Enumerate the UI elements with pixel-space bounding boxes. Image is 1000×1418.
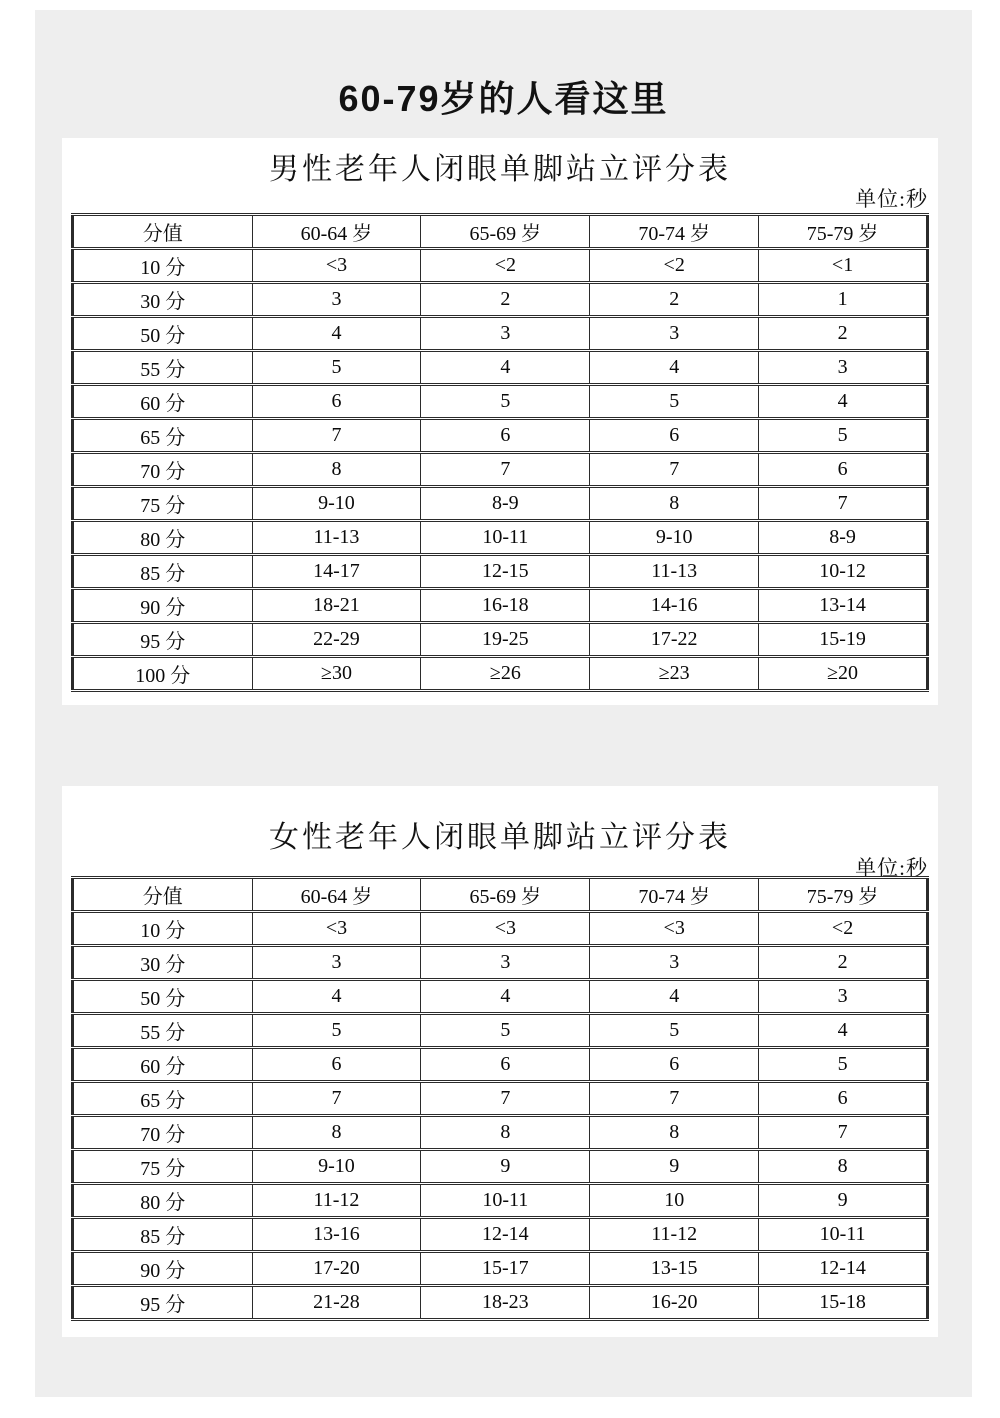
female-table-title: 女性老年人闭眼单脚站立评分表 xyxy=(269,821,731,854)
score-label: 85 分 xyxy=(73,555,253,589)
table-row xyxy=(73,980,928,1014)
col-header: 75-79 岁 xyxy=(759,215,928,249)
table-row xyxy=(73,1014,928,1048)
col-header: 60-64 岁 xyxy=(252,215,421,249)
col-header: 75-79 岁 xyxy=(759,878,928,912)
value-cell: 6 xyxy=(421,419,590,453)
value-cell: <1 xyxy=(759,249,928,283)
female-score-table xyxy=(71,876,929,1321)
score-label: 55 分 xyxy=(73,351,253,385)
value-cell: 22-29 xyxy=(252,623,421,657)
value-cell: 6 xyxy=(590,419,759,453)
value-cell: 14-17 xyxy=(252,555,421,589)
value-cell: 8 xyxy=(590,487,759,521)
value-cell: 10-11 xyxy=(421,1184,590,1218)
table-row xyxy=(73,623,928,657)
score-label: 65 分 xyxy=(73,1082,253,1116)
value-cell: 7 xyxy=(759,1116,928,1150)
score-label: 70 分 xyxy=(73,453,253,487)
score-label: 50 分 xyxy=(73,317,253,351)
value-cell: 3 xyxy=(252,283,421,317)
value-cell: 6 xyxy=(759,453,928,487)
value-cell: 17-20 xyxy=(252,1252,421,1286)
value-cell: 8 xyxy=(590,1116,759,1150)
value-cell: 4 xyxy=(590,980,759,1014)
score-label: 95 分 xyxy=(73,1286,253,1320)
value-cell: <2 xyxy=(590,249,759,283)
value-cell: ≥26 xyxy=(421,657,590,691)
score-label: 70 分 xyxy=(73,1116,253,1150)
table-row xyxy=(73,249,928,283)
value-cell: 7 xyxy=(590,453,759,487)
table-row xyxy=(73,1286,928,1320)
value-cell: 4 xyxy=(421,980,590,1014)
value-cell: 13-14 xyxy=(759,589,928,623)
value-cell: 19-25 xyxy=(421,623,590,657)
score-label: 75 分 xyxy=(73,487,253,521)
score-label: 10 分 xyxy=(73,249,253,283)
score-label: 30 分 xyxy=(73,283,253,317)
value-cell: 11-12 xyxy=(252,1184,421,1218)
value-cell: ≥30 xyxy=(252,657,421,691)
value-cell: 8-9 xyxy=(421,487,590,521)
value-cell: 18-23 xyxy=(421,1286,590,1320)
male-unit-label: 单位:秒 xyxy=(855,187,928,211)
table-row xyxy=(73,657,928,691)
value-cell: 5 xyxy=(252,351,421,385)
value-cell: 12-14 xyxy=(421,1218,590,1252)
value-cell: 9-10 xyxy=(252,1150,421,1184)
score-label: 60 分 xyxy=(73,385,253,419)
value-cell: 7 xyxy=(759,487,928,521)
table-row xyxy=(73,317,928,351)
value-cell: 16-18 xyxy=(421,589,590,623)
male-table-title: 男性老年人闭眼单脚站立评分表 xyxy=(269,153,731,186)
value-cell: 8 xyxy=(421,1116,590,1150)
score-label: 80 分 xyxy=(73,521,253,555)
value-cell: 3 xyxy=(759,351,928,385)
table-row xyxy=(73,1150,928,1184)
score-label: 50 分 xyxy=(73,980,253,1014)
value-cell: <3 xyxy=(252,912,421,946)
col-header: 分值 xyxy=(73,215,253,249)
table-row xyxy=(73,487,928,521)
value-cell: 13-15 xyxy=(590,1252,759,1286)
value-cell: 5 xyxy=(421,385,590,419)
value-cell: 10-12 xyxy=(759,555,928,589)
value-cell: 15-18 xyxy=(759,1286,928,1320)
value-cell: 9-10 xyxy=(590,521,759,555)
value-cell: 8 xyxy=(759,1150,928,1184)
value-cell: 14-16 xyxy=(590,589,759,623)
value-cell: 5 xyxy=(759,419,928,453)
content-area xyxy=(35,10,972,1397)
score-label: 10 分 xyxy=(73,912,253,946)
value-cell: 10-11 xyxy=(421,521,590,555)
score-label: 60 分 xyxy=(73,1048,253,1082)
value-cell: ≥23 xyxy=(590,657,759,691)
score-label: 65 分 xyxy=(73,419,253,453)
value-cell: <3 xyxy=(252,249,421,283)
value-cell: 18-21 xyxy=(252,589,421,623)
value-cell: <3 xyxy=(421,912,590,946)
table-row xyxy=(73,1218,928,1252)
value-cell: 5 xyxy=(759,1048,928,1082)
value-cell: 10 xyxy=(590,1184,759,1218)
male-score-table xyxy=(71,213,929,692)
value-cell: 1 xyxy=(759,283,928,317)
male-score-card xyxy=(62,138,938,705)
value-cell: 4 xyxy=(252,980,421,1014)
value-cell: 17-22 xyxy=(590,623,759,657)
value-cell: 2 xyxy=(590,283,759,317)
value-cell: 7 xyxy=(421,453,590,487)
value-cell: <3 xyxy=(590,912,759,946)
value-cell: 3 xyxy=(252,946,421,980)
value-cell: 7 xyxy=(252,419,421,453)
value-cell: <2 xyxy=(421,249,590,283)
value-cell: 9-10 xyxy=(252,487,421,521)
female-score-card xyxy=(62,786,938,1337)
score-label: 80 分 xyxy=(73,1184,253,1218)
value-cell: 4 xyxy=(252,317,421,351)
value-cell: 5 xyxy=(590,1014,759,1048)
value-cell: ≥20 xyxy=(759,657,928,691)
value-cell: 16-20 xyxy=(590,1286,759,1320)
table-row xyxy=(73,946,928,980)
table-row xyxy=(73,283,928,317)
value-cell: 4 xyxy=(590,351,759,385)
value-cell: 11-13 xyxy=(590,555,759,589)
table-row xyxy=(73,385,928,419)
col-header: 65-69 岁 xyxy=(421,878,590,912)
value-cell: 10-11 xyxy=(759,1218,928,1252)
page-title: 60-79岁的人看这里 xyxy=(338,78,669,119)
value-cell: 11-13 xyxy=(252,521,421,555)
value-cell: 2 xyxy=(421,283,590,317)
table-row xyxy=(73,1116,928,1150)
col-header: 60-64 岁 xyxy=(252,878,421,912)
value-cell: 3 xyxy=(590,317,759,351)
value-cell: 21-28 xyxy=(252,1286,421,1320)
col-header: 分值 xyxy=(73,878,253,912)
table-row xyxy=(73,521,928,555)
table-row xyxy=(73,555,928,589)
value-cell: 5 xyxy=(421,1014,590,1048)
value-cell: 3 xyxy=(590,946,759,980)
value-cell: 6 xyxy=(252,1048,421,1082)
value-cell: 3 xyxy=(759,980,928,1014)
value-cell: 3 xyxy=(421,317,590,351)
value-cell: 8-9 xyxy=(759,521,928,555)
score-label: 100 分 xyxy=(73,657,253,691)
value-cell: 9 xyxy=(421,1150,590,1184)
value-cell: 6 xyxy=(590,1048,759,1082)
value-cell: 6 xyxy=(759,1082,928,1116)
value-cell: 9 xyxy=(590,1150,759,1184)
value-cell: 2 xyxy=(759,946,928,980)
score-label: 90 分 xyxy=(73,589,253,623)
header-row xyxy=(73,878,928,912)
table-row xyxy=(73,589,928,623)
value-cell: 6 xyxy=(252,385,421,419)
table-row xyxy=(73,912,928,946)
table-row xyxy=(73,1184,928,1218)
value-cell: 8 xyxy=(252,1116,421,1150)
value-cell: 12-14 xyxy=(759,1252,928,1286)
value-cell: 15-19 xyxy=(759,623,928,657)
col-header: 70-74 岁 xyxy=(590,215,759,249)
value-cell: 8 xyxy=(252,453,421,487)
value-cell: 12-15 xyxy=(421,555,590,589)
value-cell: <2 xyxy=(759,912,928,946)
score-label: 90 分 xyxy=(73,1252,253,1286)
score-label: 85 分 xyxy=(73,1218,253,1252)
col-header: 70-74 岁 xyxy=(590,878,759,912)
table-row xyxy=(73,1252,928,1286)
value-cell: 4 xyxy=(421,351,590,385)
value-cell: 7 xyxy=(590,1082,759,1116)
value-cell: 15-17 xyxy=(421,1252,590,1286)
value-cell: 11-12 xyxy=(590,1218,759,1252)
value-cell: 9 xyxy=(759,1184,928,1218)
value-cell: 13-16 xyxy=(252,1218,421,1252)
table-row xyxy=(73,419,928,453)
header-row xyxy=(73,215,928,249)
col-header: 65-69 岁 xyxy=(421,215,590,249)
value-cell: 4 xyxy=(759,385,928,419)
score-label: 55 分 xyxy=(73,1014,253,1048)
table-row xyxy=(73,1048,928,1082)
value-cell: 6 xyxy=(421,1048,590,1082)
value-cell: 5 xyxy=(590,385,759,419)
value-cell: 7 xyxy=(252,1082,421,1116)
female-unit-label: 单位:秒 xyxy=(855,856,928,880)
score-label: 95 分 xyxy=(73,623,253,657)
table-row xyxy=(73,351,928,385)
table-row xyxy=(73,453,928,487)
value-cell: 4 xyxy=(759,1014,928,1048)
value-cell: 3 xyxy=(421,946,590,980)
score-label: 75 分 xyxy=(73,1150,253,1184)
value-cell: 5 xyxy=(252,1014,421,1048)
score-label: 30 分 xyxy=(73,946,253,980)
table-row xyxy=(73,1082,928,1116)
value-cell: 2 xyxy=(759,317,928,351)
value-cell: 7 xyxy=(421,1082,590,1116)
